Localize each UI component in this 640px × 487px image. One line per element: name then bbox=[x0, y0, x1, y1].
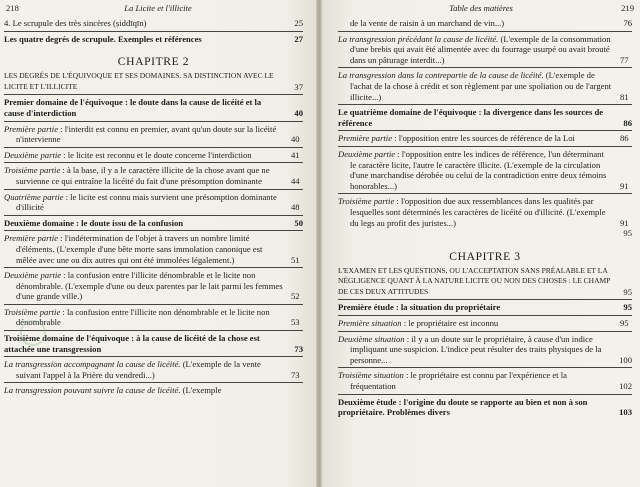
divider bbox=[338, 315, 632, 316]
part-entry[interactable]: Deuxième partie : l'opposition entre les indices de référence, l'un déterminant le caractère licite, l'autre le caractère illicite. (L'exemple de la circulation d'une marchandise dérobée ou celui de la contradiction entre deux témoins honorables...) 91 bbox=[338, 148, 629, 191]
part-entry[interactable]: Première partie : l'opposition entre les sources de référence de la Loi 86 bbox=[338, 133, 629, 144]
part-entry[interactable]: Deuxième partie : le licite est reconnu et le doute concerne l'interdiction 41 bbox=[4, 149, 300, 160]
divider bbox=[338, 31, 632, 32]
situation-entry[interactable]: Troisième situation : le propriétaire est connu par l'expérience et la fréquentation 102 bbox=[338, 370, 632, 392]
right-running-title: Table des matières bbox=[449, 3, 513, 13]
divider bbox=[4, 267, 303, 268]
part-entry[interactable]: Troisième partie : l'opposition due aux ressemblances dans les qualités par lesquelles sont déterminés les caractères de licéité ou d'illicité. (L'exemple du legs au profit des juristes...) 91 bbox=[338, 196, 629, 228]
study-entry[interactable]: Première étude : la situation du propriétaire 95 bbox=[338, 302, 632, 313]
right-page-number: 219 bbox=[621, 3, 634, 13]
divider bbox=[4, 330, 303, 331]
divider bbox=[338, 130, 632, 131]
left-toc-body bbox=[4, 18, 303, 396]
domain-entry[interactable]: Premier domaine de l'équivoque : le doute dans la cause de licéité et la cause d'interdiction 40 bbox=[4, 97, 303, 118]
divider bbox=[4, 189, 303, 190]
library-stamp-watermark bbox=[20, 320, 46, 346]
chapter-2-heading[interactable]: LES DEGRÉS DE L'ÉQUIVOQUE ET SES DOMAINES. SA DISTINCTION AVEC LE LICITE ET L'ILLICITE 37 bbox=[4, 71, 303, 92]
divider bbox=[338, 367, 632, 368]
divider bbox=[4, 382, 303, 383]
divider bbox=[4, 147, 303, 148]
right-toc-body bbox=[338, 18, 632, 418]
part-entry[interactable]: Troisième partie : à la base, il y a le caractère illicite de la chose avant que ne survienne ce qui entraîne la licéité du fait d'une présomption dominante 44 bbox=[4, 165, 300, 186]
chapter-3-heading[interactable]: L'EXAMEN ET LES QUESTIONS, OU L'ACCEPTATION SANS PRÉALABLE ET LA NÉGLIGENCE QUANT À LA NATURE LICITE OU NON DES CHOSES : LE CHAMP DE CES DEUX ATTITUDES 95 bbox=[338, 265, 632, 297]
divider bbox=[338, 67, 632, 68]
divider bbox=[338, 299, 632, 300]
divider bbox=[4, 121, 303, 122]
divider bbox=[4, 31, 303, 32]
left-page bbox=[0, 0, 316, 487]
divider bbox=[338, 146, 632, 147]
divider bbox=[338, 193, 632, 194]
toc-entry-continued[interactable]: de la vente de raisin à un marchand de vin...) 76 bbox=[350, 18, 632, 28]
divider bbox=[338, 331, 632, 332]
situation-entry[interactable]: Deuxième situation : il y a un doute sur le propriétaire, à cause d'un indice impliquant une suspicion. L'indice peut résulter des traits physiques de la personne... 100 bbox=[338, 333, 632, 365]
left-page-number: 218 bbox=[6, 3, 19, 13]
left-running-title: La Licite et l'illicite bbox=[124, 3, 192, 13]
part-entry[interactable]: Quatrième partie : le licite est connu mais survient une présomption dominante d'illicité 48 bbox=[4, 191, 300, 213]
right-page bbox=[322, 0, 640, 487]
part-entry[interactable]: Première partie : l'interdit est connu en premier, avant qu'un doute sur la licéité n'intervienne 40 bbox=[4, 123, 300, 145]
transgression-entry[interactable]: La transgression accompagnant la cause de licéité. (L'exemple de la vente suivant l'appel à la Prière du vendredi...) 73 bbox=[4, 359, 300, 380]
divider bbox=[4, 215, 303, 216]
transgression-entry[interactable]: La transgression précédant la cause de licéité. (L'exemple de la consommation d'une brebis qui avait été alimentée avec du fourrage usurpé ou avait brouté dans un pâturage interdit...) 77 bbox=[338, 33, 629, 65]
divider bbox=[4, 230, 303, 231]
chapter-3-title: CHAPITRE 3 bbox=[449, 249, 521, 263]
toc-entry[interactable]: Les quatre degrés de scrupule. Exemples et références 27 bbox=[4, 33, 303, 44]
toc-entry-page-only[interactable]: 95 bbox=[623, 228, 632, 239]
transgression-entry[interactable]: La transgression dans la contrepartie de la cause de licéité. (L'exemple de l'achat de la chose à crédit et son règlement par une spoliation ou de l'argent illicite...) 81 bbox=[338, 70, 629, 102]
left-running-head bbox=[6, 3, 310, 16]
toc-entry[interactable]: 4. Le scrupule des très sincères (ṣiddīqīn) 25 bbox=[4, 18, 303, 28]
divider bbox=[4, 94, 303, 95]
chapter-2-title: CHAPITRE 2 bbox=[117, 55, 190, 69]
part-entry[interactable]: Première partie : l'indétermination de l'objet à travers un nombre limité d'éléments. (L'exemple d'une bête morte sans immolation canonique est mêlée avec une ou dix autres qui ont été immolées légalement.) 51 bbox=[4, 233, 300, 265]
study-entry[interactable]: Deuxième étude : l'origine du doute se rapporte au bien et non à son propriétaire. Problèmes divers 103 bbox=[338, 396, 632, 418]
divider bbox=[4, 162, 303, 163]
situation-entry[interactable]: Première situation : le propriétaire est inconnu 95 bbox=[338, 318, 629, 329]
divider bbox=[338, 104, 632, 105]
domain-entry[interactable]: Troisième domaine de l'équivoque : à la cause de licéité de la chose est attachée une transgression 73 bbox=[4, 333, 303, 354]
part-entry[interactable]: Troisième partie : la confusion entre l'illicite non dénombrable et le licite non dénombrable 53 bbox=[4, 306, 300, 328]
domain-entry[interactable]: Deuxième domaine : le doute issu de la confusion 50 bbox=[4, 217, 303, 228]
right-running-head bbox=[328, 3, 634, 16]
transgression-entry[interactable]: La transgression pouvant suivre la cause de licéité. (L'exemple bbox=[4, 385, 222, 396]
domain-entry[interactable]: Le quatrième domaine de l'équivoque : la divergence dans les sources de référence 86 bbox=[338, 107, 632, 128]
divider bbox=[4, 356, 303, 357]
divider bbox=[4, 304, 303, 305]
divider bbox=[338, 394, 632, 395]
part-entry[interactable]: Deuxième partie : la confusion entre l'illicite dénombrable et le licite non dénombrable. (L'exemple d'une ou deux parentes par le lait parmi les femmes d'une grande ville.) 52 bbox=[4, 270, 300, 302]
